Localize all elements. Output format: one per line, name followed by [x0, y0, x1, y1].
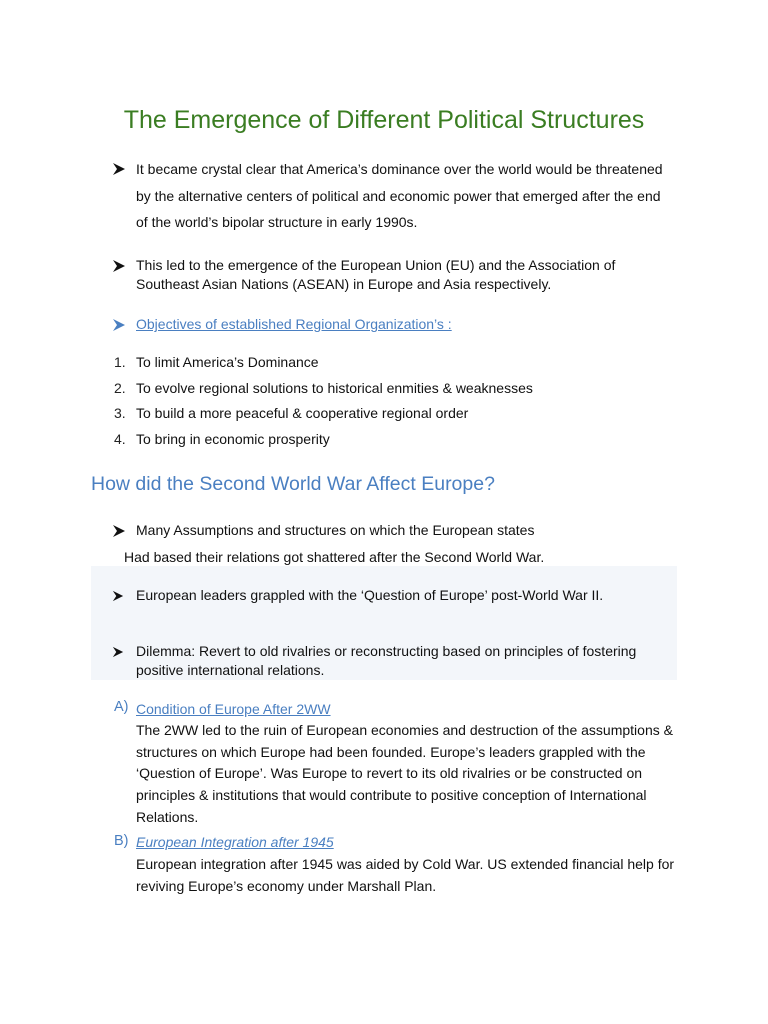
list-number: 1. [114, 354, 126, 370]
list-number: 2. [114, 379, 126, 396]
intro-bullet-1-text: It became crystal clear that America’s dominance over the world would be threatened by the alternative centers of political and economic power that emerged after the end of the world’s bipolar structure in early 1990s. [136, 161, 663, 230]
list-number: 4. [114, 431, 126, 448]
arrow-bullet-icon [112, 156, 126, 174]
war-bullet-2 [112, 586, 672, 605]
war-bullet-1 [112, 521, 672, 565]
arrow-bullet-icon [112, 315, 126, 333]
list-item [112, 403, 672, 429]
intro-bullet-2 [112, 256, 672, 294]
section-b-title: European Integration after 1945 [136, 834, 334, 850]
list-number: 3. [114, 405, 126, 422]
section-b-body: European integration after 1945 was aided by Cold War. US extended financial help for reviving Europe’s economy under Marshall Plan. [136, 856, 675, 894]
list-item-text: To limit America’s Dominance [136, 354, 319, 370]
section-a-title: Condition of Europe After 2WW [136, 701, 331, 717]
war-bullet-2-text: European leaders grappled with the ‘Question of Europe’ post-World War II. [136, 587, 604, 603]
list-item [112, 429, 672, 455]
arrow-bullet-icon [112, 586, 126, 604]
war-bullet-1-text: Many Assumptions and structures on which the European states [136, 522, 535, 538]
war-bullet-3 [112, 642, 672, 680]
section-heading: How did the Second World War Affect Europe? [91, 473, 495, 495]
arrow-bullet-icon [112, 642, 126, 660]
list-item [112, 352, 672, 378]
section-a-label: A) [114, 699, 129, 715]
page-title: The Emergence of Different Political Structures [123, 105, 645, 134]
intro-bullet-1 [112, 156, 672, 236]
war-bullet-1-continuation: Had based their relations got shattered after the Second World War. [124, 549, 545, 565]
war-bullet-3-text: Dilemma: Revert to old rivalries or reconstructing based on principles of fostering positive international relations. [136, 643, 637, 678]
intro-bullet-2-text: This led to the emergence of the European Union (EU) and the Association of Southeast Asian Nations (ASEAN) in Europe and Asia respectively. [136, 257, 616, 292]
objectives-list [112, 352, 672, 455]
objectives-heading [112, 315, 672, 334]
list-item [112, 378, 672, 404]
list-item-text: To evolve regional solutions to historical enmities & weaknesses [136, 379, 533, 396]
arrow-bullet-icon [112, 521, 126, 539]
list-item-text: To build a more peaceful & cooperative regional order [136, 405, 469, 422]
section-b-label: B) [114, 833, 129, 849]
list-item-text: To bring in economic prosperity [136, 431, 330, 448]
arrow-bullet-icon [112, 256, 126, 274]
objectives-heading-text: Objectives of established Regional Organization’s : [136, 316, 452, 332]
section-a-body: The 2WW led to the ruin of European economies and destruction of the assumptions & structures on which Europe had been founded. Europe’s leaders grappled with the ‘Question of Europe’. Was Europe to revert to its old rivalries or be constructed on principles & institutions that would contribute to positive conception of International Relations. [136, 722, 673, 825]
